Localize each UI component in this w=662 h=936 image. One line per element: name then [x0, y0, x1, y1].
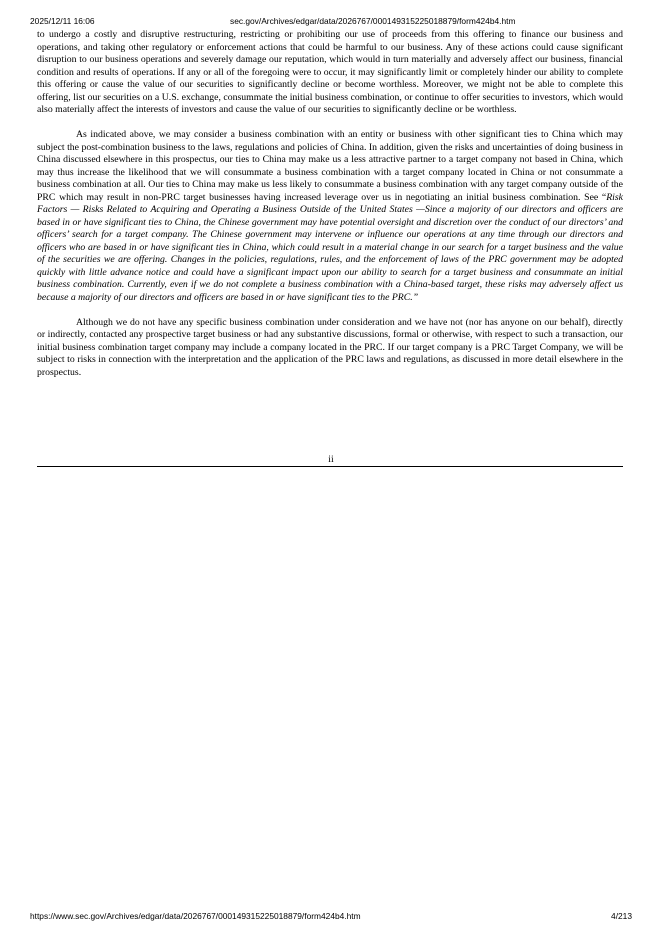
risk-factor-reference: Risk Factors — Risks Related to Acquiring and Operating a Business Outside of the United States —Since a majority of our directors and officers are based in or have significant ties to China, the Chinese government may have potential oversight and discretion over the conduct of our directors’ and officers’ search for a target company. The Chinese government may intervene or influence our operations at any time through our directors and officers who are based in or have significant ties in China, which could result in a material change in our search for a target business and the value of the securities we are offering. Changes in the policies, regulations, rules, and the enforcement of laws of the PRC government may be adopted quickly with little advance notice and could have a significant impact upon our ability to search for a target business and consummate an initial business combination. Currently, even if we do not complete a business combination with a China-based target, these risks may adversely affect us because a majority of our directors and officers are based in or have significant ties to the PRC.” [37, 191, 623, 303]
document-body [37, 29, 623, 392]
paragraph-continued: to undergo a costly and disruptive restructuring, restricting or prohibiting our use of proceeds from this offering to finance our business and operations, and taking other regulatory or enforcement actions that could be harmful to our business. Any of these actions could cause significant disruption to our business operations and severely damage our reputation, which would in turn materially and adversely affect our business, financial condition and results of operations. If any or all of the foregoing were to occur, it may significantly limit or completely hinder our ability to complete this offering or cause the value of our securities to significantly decline or become worthless. Moreover, we might not be able to complete this offering, list our securities on a U.S. exchange, consummate the initial business combination, or continue to offer securities to investors, which would also materially affect the interests of investors and cause the value of our securities to significantly decline or be worthless. [37, 29, 623, 115]
paragraph-china-ties-text: As indicated above, we may consider a business combination with an entity or business with other significant ties to China which may subject the post-combination business to the laws, regulations and policies of China. In addition, given the risks and uncertainties of doing business in China discussed elsewhere in this prospectus, our ties to China may make us a less attractive partner to a target company not based in China, which may thus increase the likelihood that we will consummate a business combination with a target company located in China or not consummate a business combination at all. Our ties to China may make us less likely to consummate a business combination with any target company outside of the PRC which may result in non-PRC target businesses having increased leverage over us in negotiating an initial business combination. See “ [37, 129, 623, 203]
print-footer-url: https://www.sec.gov/Archives/edgar/data/2026767/000149315225018879/form424b4.htm [30, 911, 361, 921]
print-header-url: sec.gov/Archives/edgar/data/2026767/000149315225018879/form424b4.htm [230, 16, 516, 26]
page-number: ii [328, 454, 334, 465]
print-header [30, 15, 632, 27]
print-date: 2025/12/11 16:06 [30, 16, 95, 26]
paragraph-business-combination: Although we do not have any specific business combination under consideration and we have not (nor has anyone on our behalf), directly or indirectly, contacted any prospective target business or had any substantive discussions, formal or otherwise, with respect to such a transaction, our initial business combination target company may include a company located in the PRC. If our target company is a PRC Target Company, we will be subject to risks in connection with the interpretation and the application of the PRC laws and regulations, as discussed in more detail elsewhere in the prospectus. [37, 316, 623, 378]
paragraph-china-ties [37, 129, 623, 304]
page-divider [37, 466, 623, 467]
print-page-count: 4/213 [611, 911, 632, 921]
print-footer [30, 910, 632, 922]
